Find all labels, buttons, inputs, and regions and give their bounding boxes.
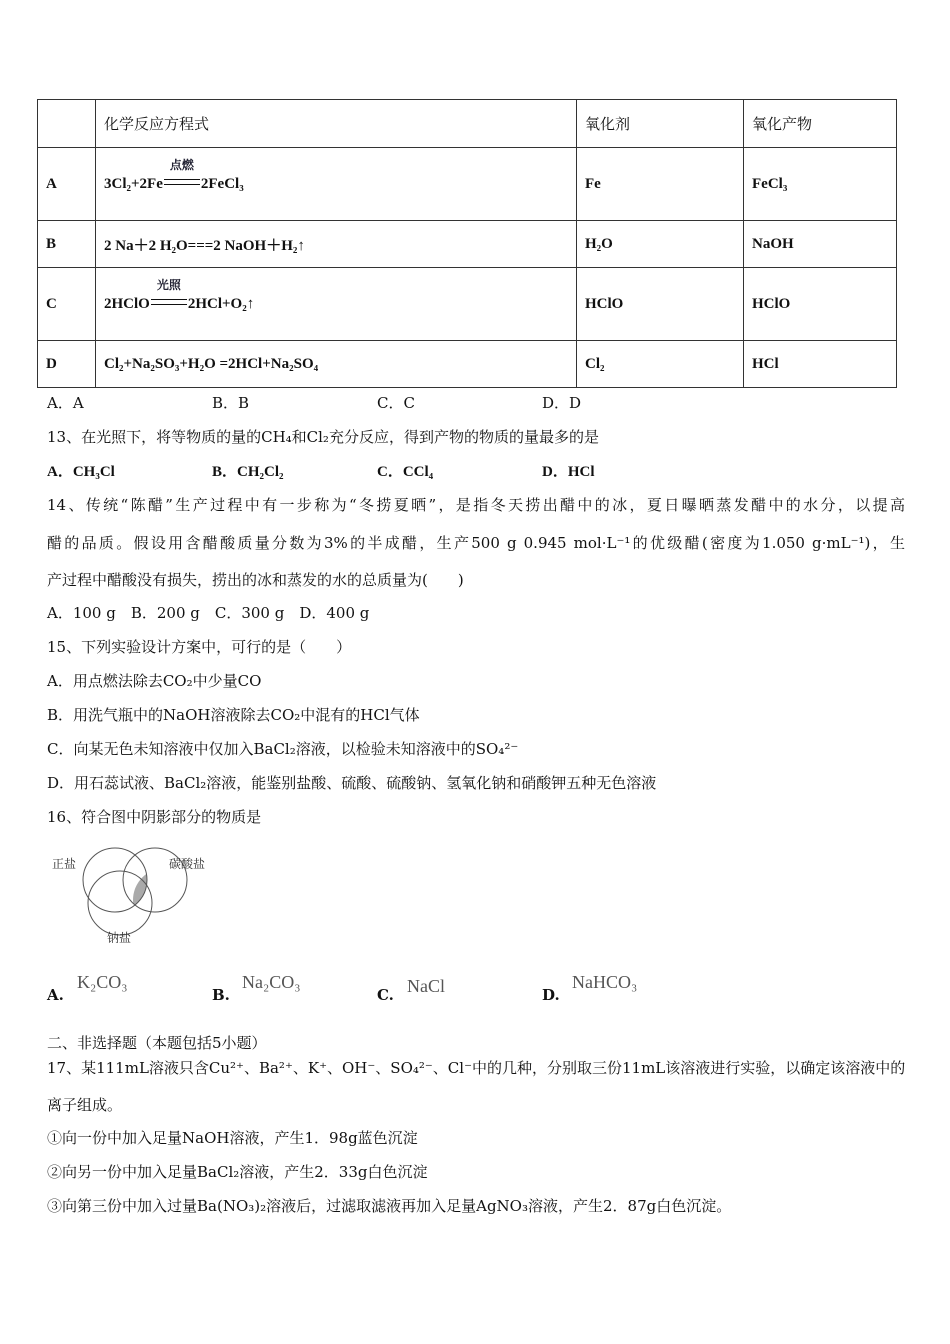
option-b[interactable]: B．CH₂Cl₂ — [212, 464, 284, 480]
venn-label: 碳酸盐 — [169, 857, 206, 871]
q17-step: ②向另一份中加入足量BaCl₂溶液，产生2．33g白色沉淀 — [47, 1163, 428, 1181]
option-formula: Na₂CO₃ — [242, 972, 301, 992]
table-row — [38, 341, 897, 388]
q16-options — [47, 972, 907, 1006]
q14-line: 醋的品质。假设用含醋酸质量分数为3%的半成醋，生产500 g 0.945 mol·L⁻¹的优级醋(密度为1.050 g·mL⁻¹)，生 — [47, 534, 905, 552]
oxidant-cell: HClO — [577, 268, 744, 341]
header-cell: 化学反应方程式 — [96, 100, 577, 148]
venn-label: 钠盐 — [107, 931, 132, 945]
reaction-condition — [151, 277, 187, 313]
venn-label: 正盐 — [52, 857, 77, 871]
product-cell: FeCl₃ — [744, 148, 897, 221]
option-c[interactable]: C．CCl₄ — [377, 464, 434, 480]
option-label: D. — [542, 986, 560, 1004]
product-cell: HCl — [744, 341, 897, 388]
header-cell: 氧化剂 — [577, 100, 744, 148]
option-c[interactable]: C．向某无色未知溶液中仅加入BaCl₂溶液，以检验未知溶液中的SO₄²⁻ — [47, 740, 519, 758]
option-a[interactable]: A．A — [47, 394, 84, 412]
option-d[interactable]: D．D — [542, 394, 582, 412]
option-formula: NaCl — [407, 976, 445, 996]
option-formula: K₂CO₃ — [77, 972, 128, 992]
header-cell — [38, 100, 96, 148]
q13-stem: 13、在光照下，将等物质的量的CH₄和Cl₂充分反应，得到产物的物质的量最多的是 — [47, 428, 599, 446]
q14-line: 产过程中醋酸没有损失，捞出的冰和蒸发的水的总质量为( ) — [47, 571, 464, 589]
option-b[interactable]: B．用洗气瓶中的NaOH溶液除去CO₂中混有的HCl气体 — [47, 706, 420, 724]
reaction-table — [37, 99, 897, 388]
eq-right: 2FeCl₃ — [200, 175, 244, 192]
table-header-row — [38, 100, 897, 148]
eq-right: 2HCl+O₂↑ — [187, 295, 255, 312]
eq-left: 3Cl₂+2Fe — [104, 175, 163, 192]
table-row — [38, 148, 897, 221]
option-label: A. — [47, 986, 64, 1004]
q16-stem: 16、符合图中阴影部分的物质是 — [47, 808, 262, 826]
equation-cell: Cl₂+Na₂SO₃+H₂O =2HCl+Na₂SO₄ — [96, 341, 577, 388]
reaction-condition — [164, 157, 200, 193]
option-label: B. — [212, 986, 230, 1004]
row-label: C — [38, 268, 96, 341]
option-d[interactable]: D．用石蕊试液、BaCl₂溶液，能鉴别盐酸、硫酸、硫酸钠、氢氧化钠和硝酸钾五种无色溶液 — [47, 774, 657, 792]
product-cell: HClO — [744, 268, 897, 341]
option-c[interactable]: C．C — [377, 394, 415, 412]
option-formula: NaHCO₃ — [572, 972, 638, 992]
condition-label: 点燃 — [169, 157, 194, 172]
q17-step: ③向第三份中加入过量Ba(NO₃)₂溶液后，过滤取滤液再加入足量AgNO₃溶液，产生2．87g白色沉淀。 — [47, 1197, 732, 1215]
equation-cell — [96, 268, 577, 341]
q14-options[interactable]: A．100 g B．200 g C．300 g D．400 g — [47, 604, 370, 622]
oxidant-cell: Cl₂ — [577, 341, 744, 388]
venn-diagram — [45, 838, 215, 948]
condition-label: 光照 — [156, 277, 181, 292]
equation-cell — [96, 148, 577, 221]
option-a[interactable]: A．用点燃法除去CO₂中少量CO — [47, 672, 262, 690]
circle-nayan — [88, 871, 152, 935]
row-label: D — [38, 341, 96, 388]
option-label: C. — [377, 986, 394, 1004]
section-heading: 二、非选择题（本题包括5小题） — [47, 1034, 267, 1052]
option-d[interactable]: D．HCl — [542, 464, 595, 480]
circle-zhengyan — [83, 848, 147, 912]
row-label: B — [38, 221, 96, 268]
oxidant-cell: Fe — [577, 148, 744, 221]
row-label: A — [38, 148, 96, 221]
equation-cell: 2 Na＋2 H₂O===2 NaOH＋H₂↑ — [96, 221, 577, 268]
eq-left: 2HClO — [104, 295, 150, 312]
table-row — [38, 268, 897, 341]
q15-stem: 15、下列实验设计方案中，可行的是（ ） — [47, 638, 352, 656]
option-b[interactable]: B．B — [212, 394, 250, 412]
q17-line: 17、某111mL溶液只含Cu²⁺、Ba²⁺、K⁺、OH⁻、SO₄²⁻、Cl⁻中的几种，分别取三份11mL该溶液进行实验，以确定该溶液中的 — [47, 1059, 906, 1077]
header-cell: 氧化产物 — [744, 100, 897, 148]
q17-line: 离子组成。 — [47, 1096, 123, 1114]
q14-line: 14、传统“陈醋”生产过程中有一步称为“冬捞夏晒”，是指冬天捞出醋中的冰，夏日曝晒蒸发醋中的水分，以提高 — [47, 496, 905, 514]
q17-step: ①向一份中加入足量NaOH溶液，产生1．98g蓝色沉淀 — [47, 1129, 418, 1147]
product-cell: NaOH — [744, 221, 897, 268]
oxidant-cell: H₂O — [577, 221, 744, 268]
table-row — [38, 221, 897, 268]
option-a[interactable]: A．CH₃Cl — [47, 464, 115, 480]
